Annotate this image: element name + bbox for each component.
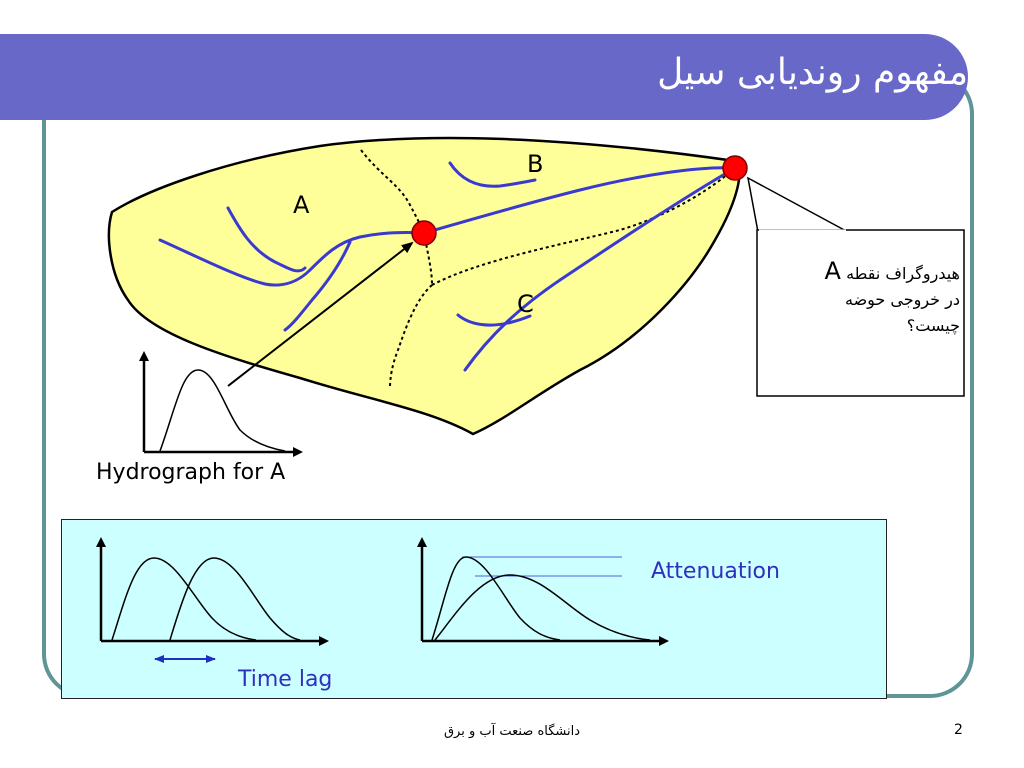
page-number: 2	[954, 722, 963, 738]
lagged-hydrograph	[170, 558, 300, 640]
subbasin-label-a: A	[293, 191, 310, 219]
attenuation-label: Attenuation	[651, 559, 780, 584]
callout-text-line2: در خروجی حوضه	[844, 290, 960, 309]
footer-institution: دانشگاه صنعت آب و برق	[443, 724, 581, 739]
callout-point-letter: A	[824, 257, 841, 285]
subbasin-label-b: B	[527, 150, 544, 178]
callout-text-line1: هیدروگراف نقطه	[846, 264, 960, 283]
inflow-hydrograph-2	[432, 557, 560, 640]
slide-title: مفهوم روندیابی سیل	[657, 52, 968, 93]
hydrograph-caption: Hydrograph for A	[96, 460, 286, 485]
attenuation-graph	[422, 542, 664, 641]
subbasin-label-c: C	[517, 290, 534, 318]
time-lag-label: Time lag	[238, 667, 333, 692]
attenuated-hydrograph	[435, 575, 650, 640]
time-lag-graph	[101, 542, 324, 659]
callout-text-line3: چیست؟	[906, 316, 960, 335]
